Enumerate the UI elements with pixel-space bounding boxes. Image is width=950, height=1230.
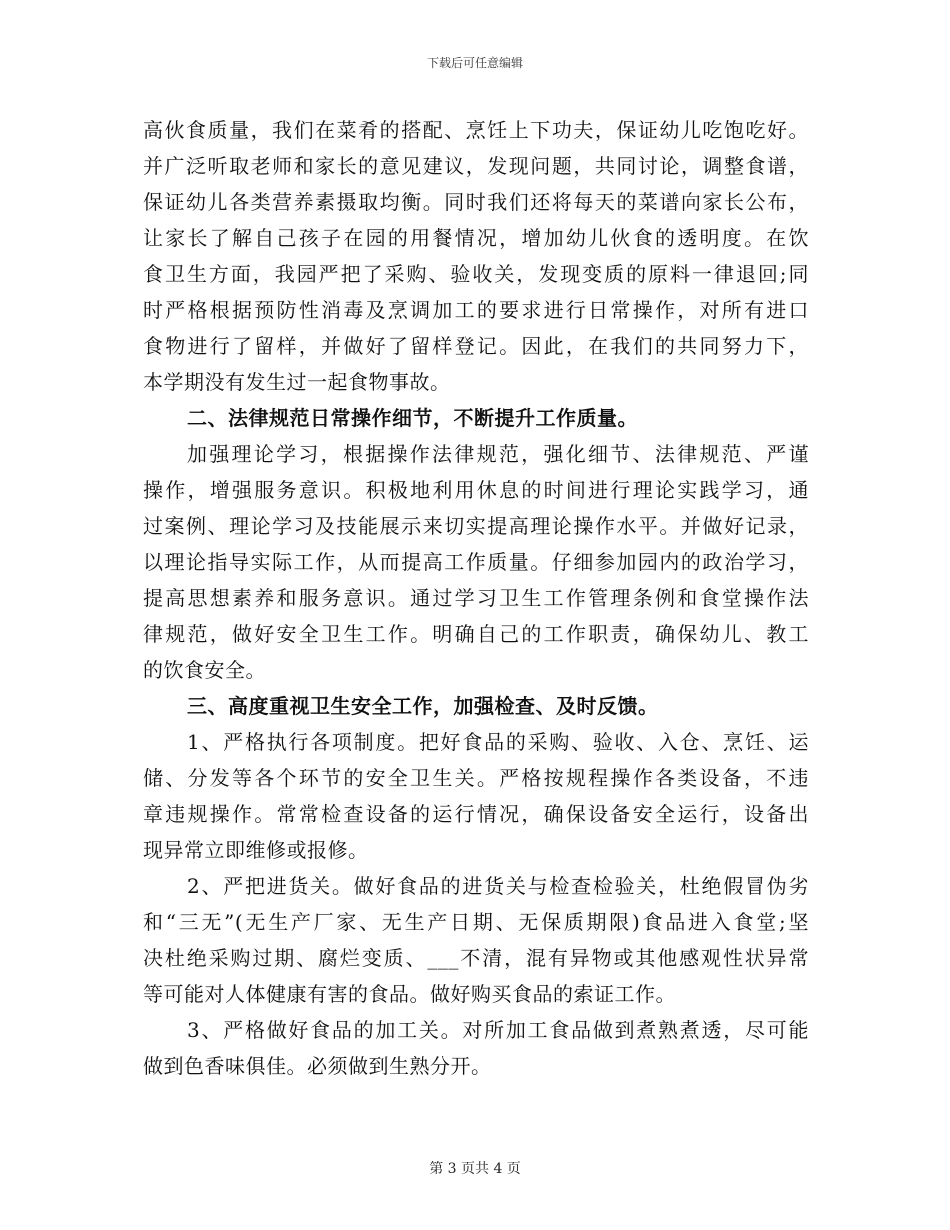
body-line: 律规范，做好安全卫生工作。明确自己的工作职责，确保幼儿、教工 [143, 622, 809, 646]
body-line: 3、严格做好食品的加工关。对所加工食品做到煮熟煮透，尽可能 [187, 1018, 809, 1042]
body-line: 过案例、理论学习及技能展示来切实提高理论操作水平。并做好记录， [143, 514, 809, 538]
section-heading: 三、高度重视卫生安全工作，加强检查、及时反馈。 [187, 694, 659, 718]
body-line: 并广泛听取老师和家长的意见建议，发现问题，共同讨论，调整食谱， [143, 154, 809, 178]
body-line: 以理论指导实际工作，从而提高工作质量。仔细参加园内的政治学习， [143, 550, 809, 574]
document-body [143, 112, 809, 1084]
page-header: 下载后可任意编辑 [426, 56, 523, 70]
body-line: 保证幼儿各类营养素摄取均衡。同时我们还将每天的菜谱向家长公布， [143, 190, 809, 214]
body-line: 本学期没有发生过一起食物事故。 [143, 370, 451, 394]
body-line: 储、分发等各个环节的安全卫生关。严格按规程操作各类设备，不违 [143, 766, 809, 790]
page-number-footer: 第 3 页共 4 页 [429, 1161, 521, 1177]
body-line: 1、严格执行各项制度。把好食品的采购、验收、入仓、烹饪、运 [187, 730, 809, 754]
body-line: 2、严把进货关。做好食品的进货关与检查检验关，杜绝假冒伪劣 [187, 874, 809, 898]
body-line: 高伙食质量，我们在菜肴的搭配、烹饪上下功夫，保证幼儿吃饱吃好。 [143, 118, 809, 142]
body-line: 决杜绝采购过期、腐烂变质、___不清，混有异物或其他感观性状异常 [143, 946, 809, 970]
body-line: 时严格根据预防性消毒及烹调加工的要求进行日常操作，对所有进口 [143, 298, 809, 322]
body-line: 做到色香味俱佳。必须做到生熟分开。 [143, 1054, 492, 1078]
section-heading: 二、法律规范日常操作细节，不断提升工作质量。 [187, 406, 638, 430]
body-line: 操作，增强服务意识。积极地利用休息的时间进行理论实践学习，通 [143, 478, 809, 502]
body-line: 食物进行了留样，并做好了留样登记。因此，在我们的共同努力下， [143, 334, 809, 358]
body-line: 现异常立即维修或报修。 [143, 838, 369, 862]
body-line: 食卫生方面，我园严把了采购、验收关，发现变质的原料一律退回;同 [143, 262, 809, 286]
body-line: 等可能对人体健康有害的食品。做好购买食品的索证工作。 [143, 982, 676, 1006]
body-line: 和“三无”(无生产厂家、无生产日期、无保质期限)食品进入食堂;坚 [143, 910, 809, 934]
body-line: 让家长了解自己孩子在园的用餐情况，增加幼儿伙食的透明度。在饮 [143, 226, 809, 250]
body-line: 章违规操作。常常检查设备的运行情况，确保设备安全运行，设备出 [143, 802, 809, 826]
body-line: 加强理论学习，根据操作法律规范，强化细节、法律规范、严谨 [187, 442, 809, 466]
body-line: 的饮食安全。 [143, 658, 266, 682]
body-line: 提高思想素养和服务意识。通过学习卫生工作管理条例和食堂操作法 [143, 586, 809, 610]
